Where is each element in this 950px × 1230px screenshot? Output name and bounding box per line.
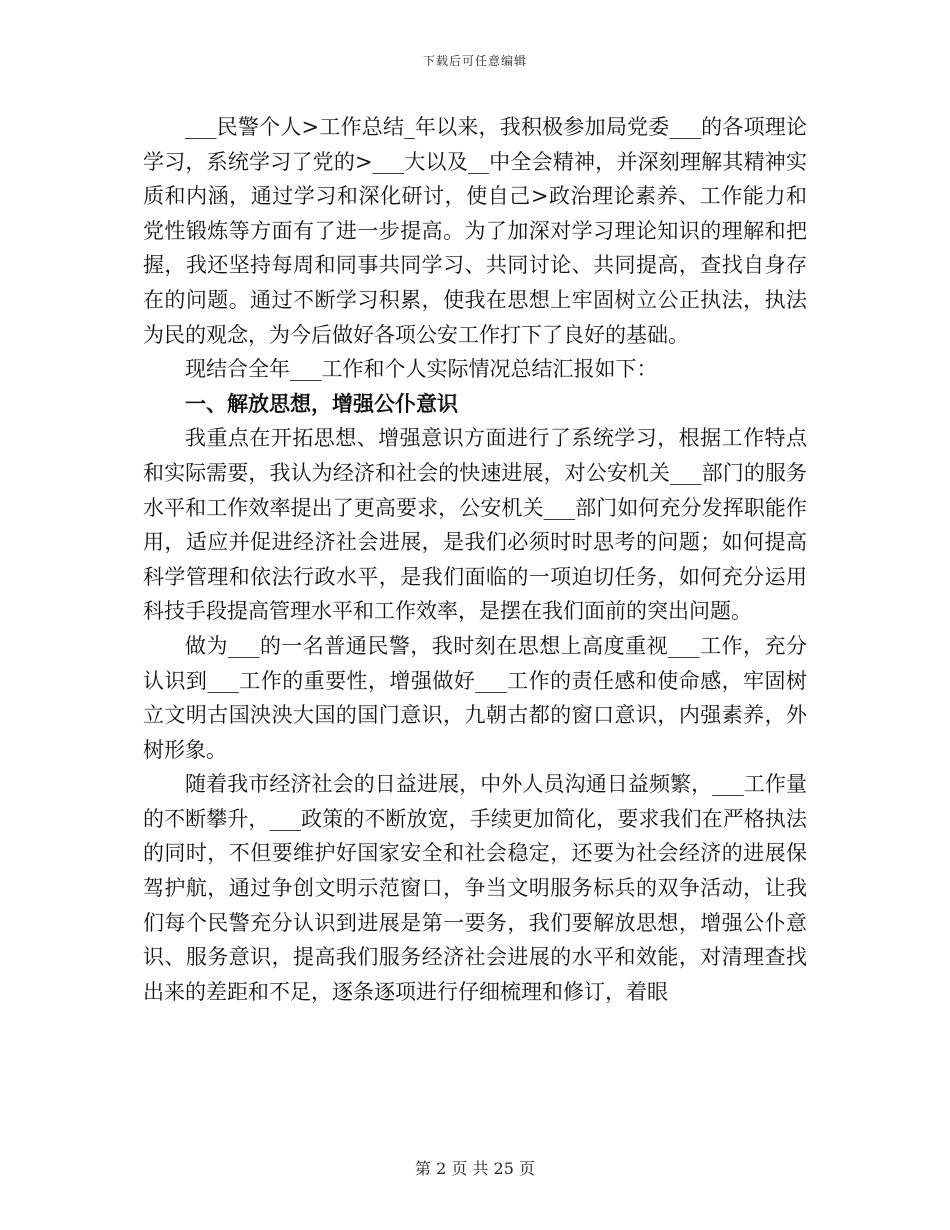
section-heading: 一、解放思想，增强公仆意识 [185, 390, 458, 416]
paragraph-focus: 我重点在开拓思想、增强意识方面进行了系统学习，根据工作特点和实际需要，我认为经济和社会的快速进展，对公安机关___部门的服务水平和工作效率提出了更高要求，公安机关___部门如何充分发挥职能作用，适应并促进经济社会进展，是我们必须时时思考的问题；如何提高科学管理和依法行政水平，是我们面临的一项迫切任务，如何充分运用科技手段提高管理水平和工作效率，是摆在我们面前的突出问题。 [143, 426, 807, 624]
page-number: 第 2 页 共 25 页 [415, 1159, 535, 1178]
page-header: 下载后可任意编辑 [422, 54, 527, 68]
paragraph-development: 随着我市经济社会的日益进展，中外人员沟通日益频繁，___工作量的不断攀升，___政策的不断放宽，手续更加简化，要求我们在严格执法的同时，不但要维护好国家安全和社会稳定，还要为社会经济的进展保驾护航，通过争创文明示范窗口，争当文明服务标兵的双争活动，让我们每个民警充分认识到进展是第一要务，我们要解放思想，增强公仆意识、服务意识，提高我们服务经济社会进展的水平和效能，对清理查找出来的差距和不足，逐条逐项进行仔细梳理和修订，着眼 [143, 772, 807, 1004]
paragraph-awareness: 做为___的一名普通民警，我时刻在思想上高度重视___工作，充分认识到___工作的重要性，增强做好___工作的责任感和使命感，牢固树立文明古国泱泱大国的国门意识，九朝古都的窗口意识，内强素养，外树形象。 [143, 633, 807, 762]
paragraph-intro: ___民警个人>工作总结_年以来，我积极参加局党委___的各项理论学习，系统学习了党的>___大以及__中全会精神，并深刻理解其精神实质和内涵，通过学习和深化研讨，使自己>政治理论素养、工作能力和党性锻炼等方面有了进一步提高。为了加深对学习理论知识的理解和把握，我还坚持每周和同事共同学习、共同讨论、共同提高，查找自身存在的问题。通过不断学习积累，使我在思想上牢固树立公正执法，执法为民的观念，为今后做好各项公安工作打下了良好的基础。 [143, 115, 807, 347]
paragraph-summary-lead: 现结合全年___工作和个人实际情况总结汇报如下： [185, 357, 658, 382]
document-body [143, 110, 807, 1009]
